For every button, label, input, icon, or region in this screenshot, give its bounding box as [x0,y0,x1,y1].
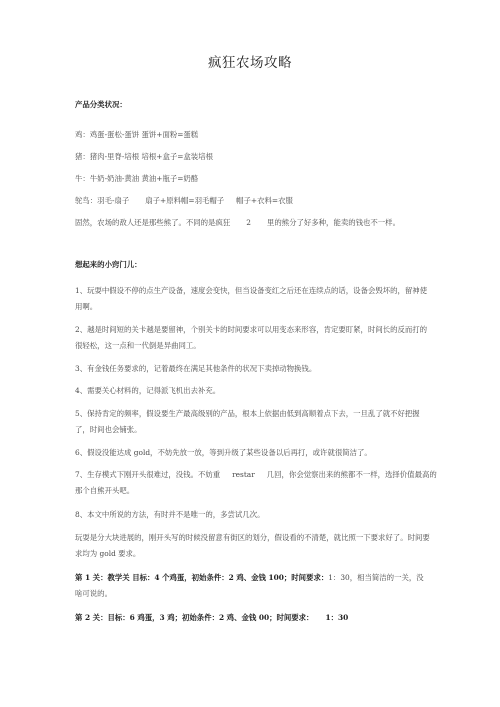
tip-7-a: 7、生存模式下刚开头很难过，没钱。不妨重 [75,470,221,479]
tip-7 [75,467,437,499]
tip-2: 2、越是时间短的关卡越是要留神，个别关卡的时间要求可以用变态来形容，肯定要盯紧，时间长的反而打的很轻松，这一点和一代倒是异曲同工。 [75,325,428,350]
product-line-ostrich [75,193,430,209]
level-1-detail: 1：30，相当简洁的一关，没啥可说的。 [75,573,424,598]
level-1-header: 第 1 关：教学关 目标：4 个鸡蛋，初始条件：2 鸡、金钱 100；时间要求： [75,573,329,582]
section-heading-products: 产品分类状况： [75,100,127,109]
level-2-header: 第 2 关：目标：6 鸡蛋，3 鸡；初始条件：2 鸡、金钱 00；时间要求： [75,613,314,622]
ostrich-part-c: 帽子+衣料=衣服 [236,196,293,205]
bear-note-b: 2 [246,218,251,227]
page-title: 疯狂农场攻略 [208,55,292,71]
section-heading-tips: 想起来的小窍门儿： [75,260,142,269]
product-line-pig: 猪：猪肉-里脊-培根 培根+盒子=盒装培根 [75,152,213,161]
tip-8: 8、本文中所说的方法，有时并不是唯一的，多尝试几次。 [75,510,265,519]
bear-note-c: 里的熊分了好多种，能卖的钱也不一样。 [266,218,400,227]
level-1 [75,570,430,602]
tip-7-c: 几回，你会觉察出来的熊都不一样，选择价值最高的 [266,470,437,479]
level-2 [75,610,430,626]
level-2-time: 1：30 [325,613,349,622]
tip-5: 5、保持肯定的频率，假设要生产最高级别的产品，根本上依据由低到高顺着点下去，一旦乱了就不好把握了，时间也会铺张。 [75,409,420,434]
tip-1: 1、玩耍中假设不停的点生产设备，速度会变快，但当设备变红之后还在连续点的话，设备会毁坏的，留神使用啊。 [75,286,428,311]
tip-7-restart: restar [232,470,255,479]
bear-note-a: 固然，农场的敌人还是那些熊了。不同的是疯狂 [75,218,231,227]
product-line-cow: 牛：牛奶-奶油-黄油 黄油+瓶子=奶酪 [75,174,199,183]
bear-note [75,215,430,231]
ostrich-part-a: 鸵鸟：羽毛-扇子 [75,196,130,205]
product-line-chicken: 鸡：鸡蛋-蛋松-蛋饼 蛋饼+面粉=蛋糕 [75,130,199,139]
block-division-note: 玩耍是分大块进展的，刚开头写的时候没留意有街区的划分，假设看的不清楚，就比照一下要求好了。时间要求均为 gold 要求。 [75,533,430,558]
tip-6: 6、假设没能达成 gold，不妨先放一放，等到升级了某些设备以后再打，或许就很简洁了。 [75,448,372,457]
tip-4: 4、需要关心材料的，记得派飞机出去补充。 [75,386,221,395]
ostrich-part-b: 扇子+原料帽=羽毛帽子 [145,196,225,205]
tip-7-d: 那个自熊开头吧。 [75,486,135,495]
tip-3: 3、有金钱任务要求的，记着最终在满足其他条件的状况下卖掉动物换钱。 [75,364,317,373]
